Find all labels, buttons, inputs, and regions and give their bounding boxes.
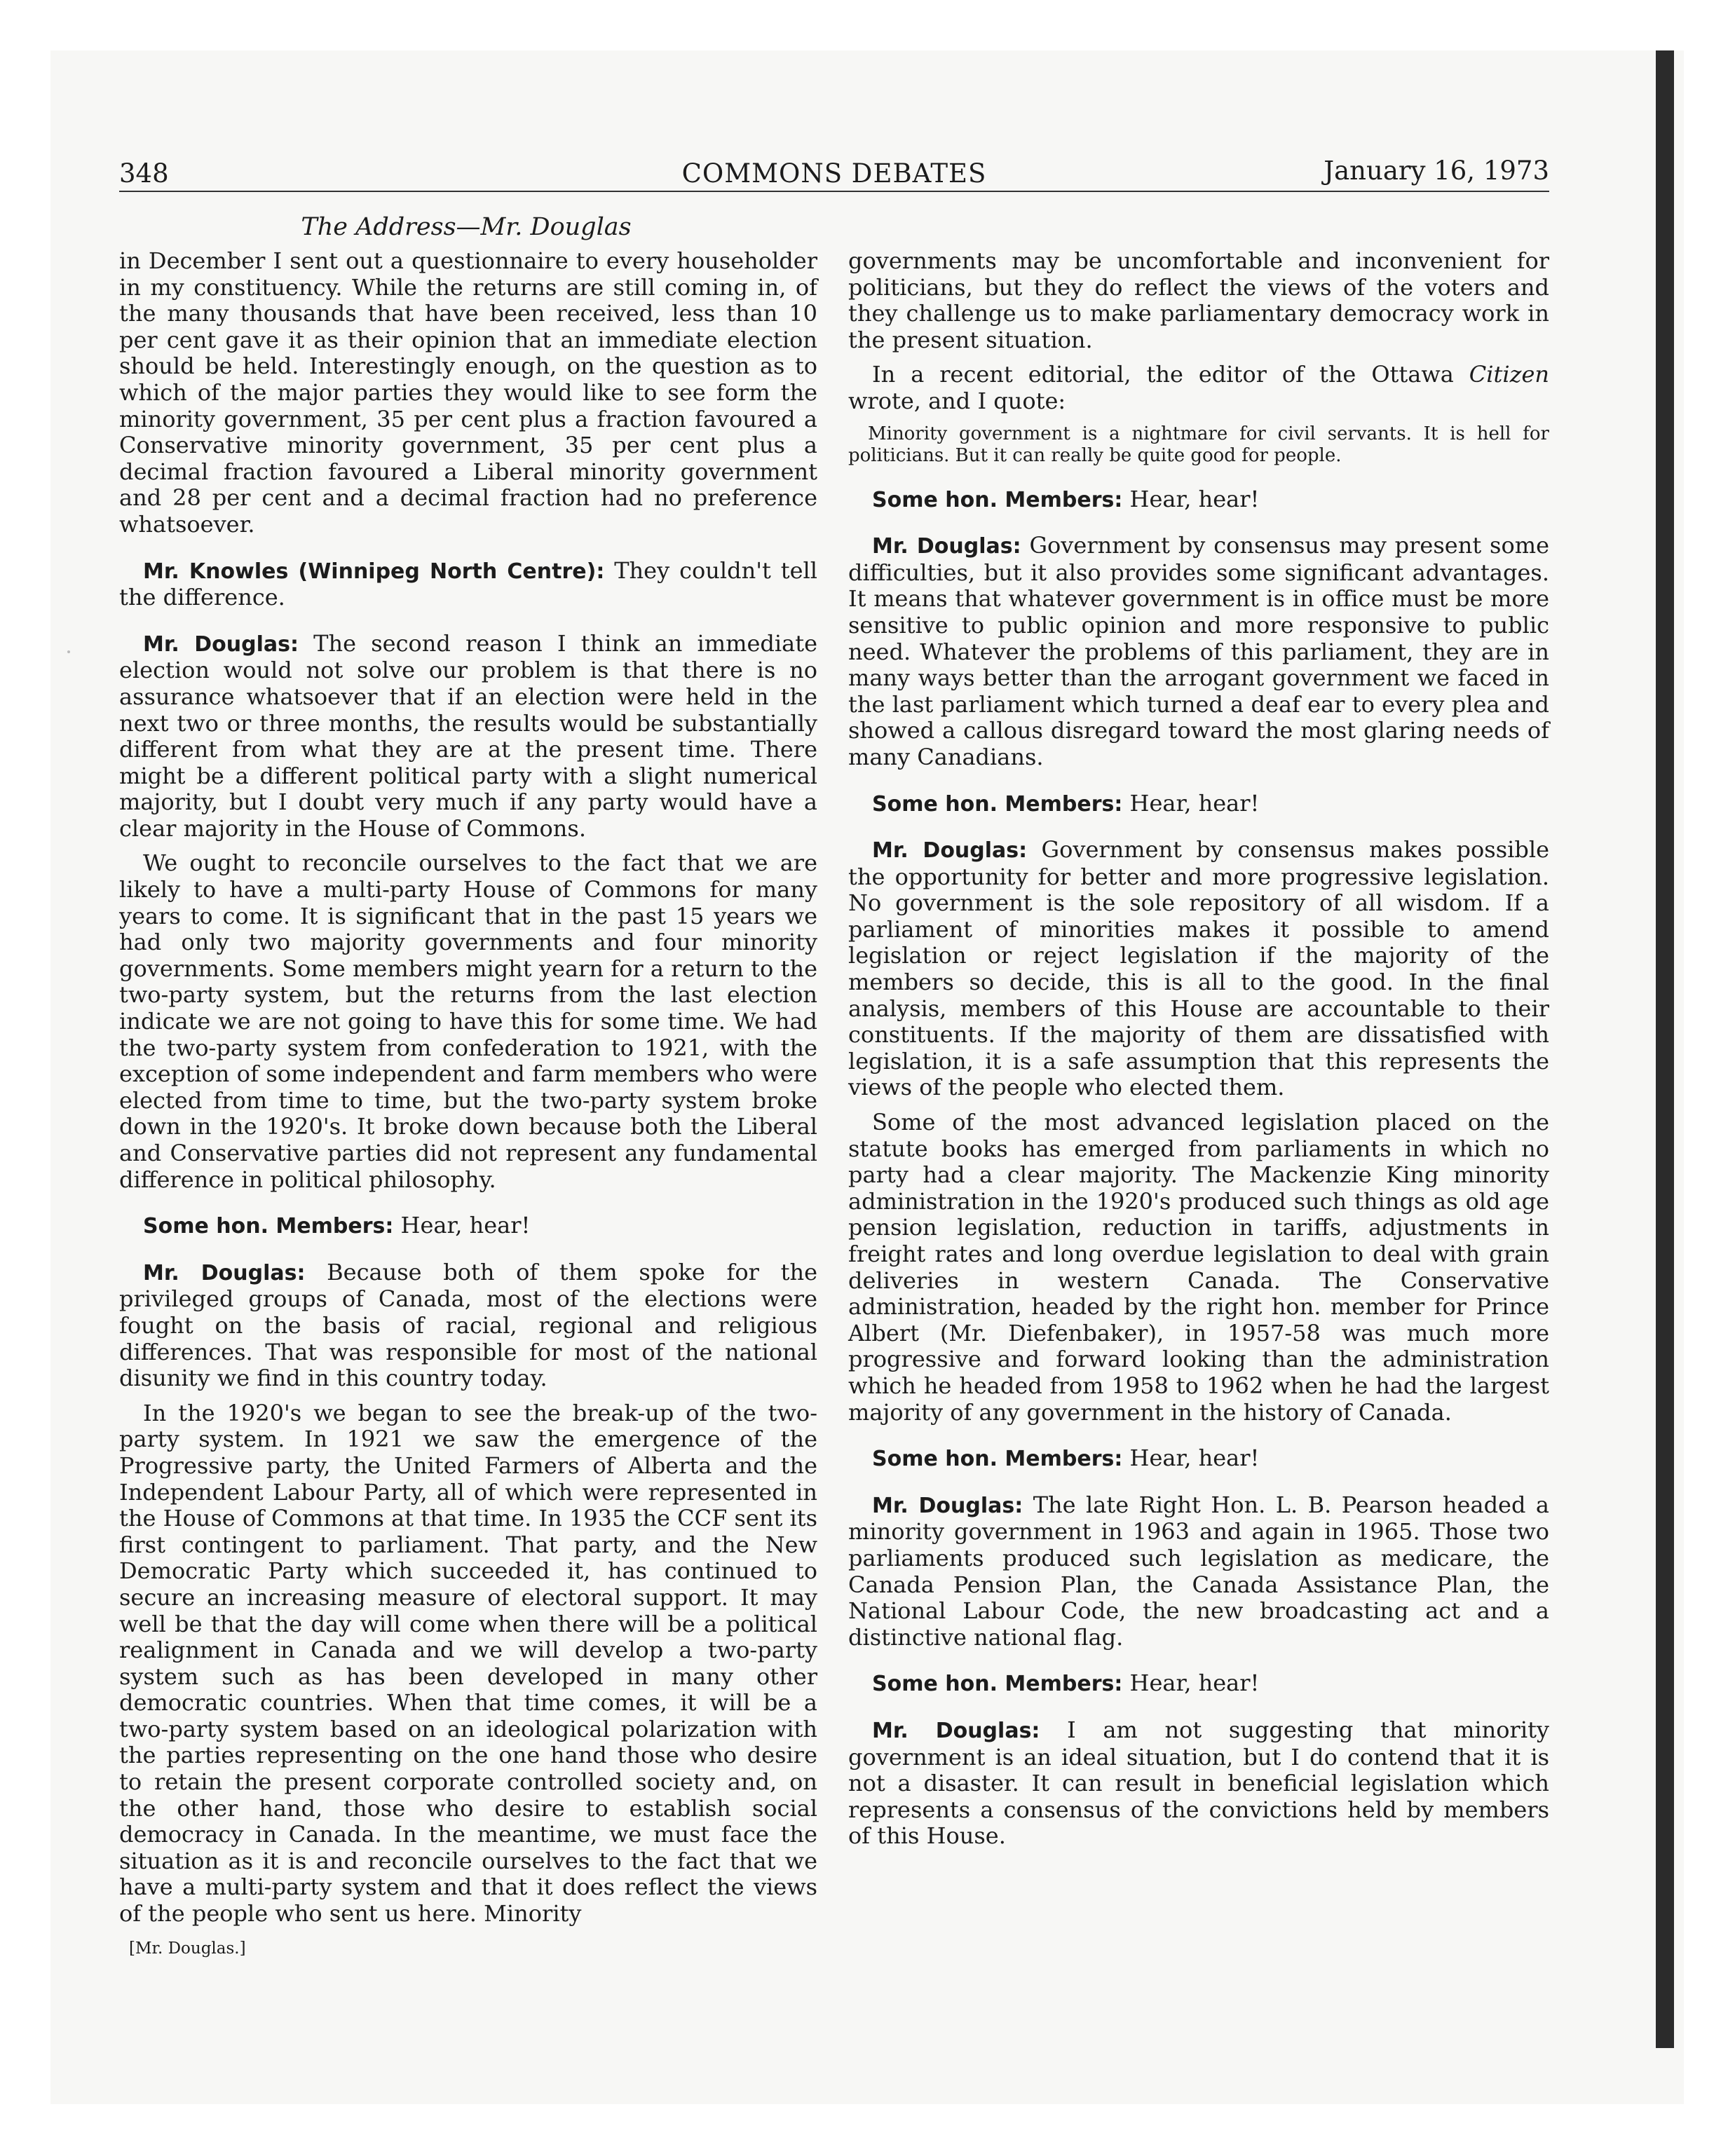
paragraph: Some of the most advanced legislation placed on the statute books has emerged from parliaments in which no party had a clear majority. The Mackenzie King minority administration in the 1920's produced such things as old age pension legislation, reduction in tariffs, adjustments in freight rates and long overdue legislation to deal with grain deliveries in western Canada. The Conservative administration, headed by the right hon. member for Prince Albert (Mr. Diefenbaker), in 1957-58 was much more progressive and forward looking than the administration which he headed from 1958 to 1962 when he had the largest majority of any government in the history of Canada. xyxy=(848,1109,1549,1426)
running-header xyxy=(119,156,1549,192)
speech-text: Government by consensus may present some difficulties, but it also provides some significant advantages. It means that whatever government is in office must be more sensitive to public opinion and more responsive to public need. Whatever the problems of this parliament, they are in many ways better than the arrogant government we faced in the last parliament which turned a deaf ear to every plea and showed a callous disregard toward the most glaring needs of many Canadians. xyxy=(848,532,1550,770)
speaker-name: Some hon. Members: xyxy=(872,1672,1123,1697)
page-number: 348 xyxy=(119,158,169,189)
speaker-name: Mr. Douglas: xyxy=(872,1718,1040,1743)
speaker-name: Some hon. Members: xyxy=(872,487,1123,512)
speaker-name: Mr. Douglas: xyxy=(143,1260,306,1285)
text-run: wrote, and I quote: xyxy=(848,387,1066,414)
newspaper-name: Citizen xyxy=(1469,361,1549,388)
speaker-name: Some hon. Members: xyxy=(872,1447,1123,1472)
speaker-footnote: [Mr. Douglas.] xyxy=(129,1939,246,1958)
speech-paragraph xyxy=(848,837,1549,1101)
speech-text: Hear, hear! xyxy=(1122,789,1260,817)
speech-paragraph xyxy=(848,1717,1549,1850)
paragraph: in December I sent out a questionnaire to every householder in my constituency. While the returns are still coming in, of the many thousands that have been received, less than 10 per cent gave it as their opinion that an immediate election should be held. Interestingly enough, on the question as to which of the major parties they would like to see form the minority government, 35 per cent plus a fraction favoured a Conservative minority government, 35 per cent plus a decimal fraction favoured a Liberal minority government and 28 per cent and a decimal fraction had no preference whatsoever. xyxy=(119,247,817,538)
header-date: January 16, 1973 xyxy=(1324,156,1549,186)
speech-paragraph xyxy=(848,1445,1549,1473)
speech-text: Government by consensus makes possible the opportunity for better and more progressive legislation. No government is the sole repository of all wisdom. If a parliament of minorities makes it possible to amend legislation or reject legislation if the majority of the members so decide, this is all to the good. In the final analysis, members of this House are accountable to their constituents. If the majority of them are dissatisfied with legislation, it is a safe assumption that this represents the views of the people who elected them. xyxy=(848,836,1550,1101)
speaker-name: Mr. Douglas: xyxy=(872,838,1028,864)
speech-text: Hear, hear! xyxy=(393,1212,531,1239)
speech-text: They couldn't tell the difference. xyxy=(119,557,818,611)
speech-paragraph xyxy=(119,631,817,842)
speech-paragraph xyxy=(848,1670,1549,1698)
section-subhead: The Address—Mr. Douglas xyxy=(301,213,632,241)
scan-speck xyxy=(67,650,70,653)
text-run: In a recent editorial, the editor of the Ottawa xyxy=(872,361,1469,388)
paragraph xyxy=(848,362,1549,414)
block-quote: Minority government is a nightmare for civil servants. It is hell for politicians. But it can really be quite good for people. xyxy=(848,423,1549,466)
paragraph: We ought to reconcile ourselves to the fact that we are likely to have a multi-party House of Commons for many years to come. It is significant that in the past 15 years we had only two majority governments and four minority governments. Some members might yearn for a return to the two-party system, but the returns from the last election indicate we are not going to have this for some time. We had the two-party system from confederation to 1921, with the exception of some independent and farm members who were elected from time to time, but the two-party system broke down in the 1920's. It broke down because both the Liberal and Conservative parties did not represent any fundamental difference in political philosophy. xyxy=(119,850,817,1193)
speech-paragraph xyxy=(848,791,1549,818)
speech-text: I am not suggesting that minority government is an ideal situation, but I do contend that it is not a disaster. It can result in beneficial legislation which represents a consensus of the convictions held by members of this House. xyxy=(848,1716,1550,1850)
speech-text: Because both of them spoke for the privileged groups of Canada, most of the elections were fought on the basis of racial, regional and religious differences. That was responsible for most of the national disunity we find in this country today. xyxy=(119,1258,818,1392)
speaker-name: Some hon. Members: xyxy=(872,791,1123,817)
paragraph: governments may be uncomfortable and inconvenient for politicians, but they do reflect the views of the voters and they challenge us to make parliamentary democracy work in the present situation. xyxy=(848,247,1549,353)
paragraph: In the 1920's we began to see the break-up of the two-party system. In 1921 we saw the emergence of the Progressive party, the United Farmers of Alberta and the Independent Labour Party, all of which were represented in the House of Commons at that time. In 1935 the CCF sent its first contingent to parliament. That party, and the New Democratic Party which succeeded it, has continued to secure an increasing measure of electoral support. It may well be that the day will come when there will be a political realignment in Canada and we will develop a two-party system such as has been developed in many other democratic countries. When that time comes, it will be a two-party system based on an ideological polarization with the parties representing on the one hand those who desire to retain the present corporate controlled society and, on the other hand, those who desire to establish social democracy in Canada. In the meantime, we must face the situation as it is and reconcile ourselves to the fact that we have a multi-party system and that it does reflect the views of the people who sent us here. Minority xyxy=(119,1399,817,1928)
speaker-name: Mr. Knowles (Winnipeg North Centre): xyxy=(143,559,605,584)
speaker-name: Mr. Douglas: xyxy=(872,534,1021,559)
speech-paragraph xyxy=(848,533,1549,770)
speech-paragraph xyxy=(119,1213,817,1240)
speaker-name: Mr. Douglas: xyxy=(872,1493,1023,1518)
speaker-name: Some hon. Members: xyxy=(143,1214,394,1239)
speaker-name: Mr. Douglas: xyxy=(143,632,299,657)
speech-text: Hear, hear! xyxy=(1122,1445,1260,1472)
left-column xyxy=(119,248,817,1970)
right-column xyxy=(848,248,1549,1858)
speech-text: Hear, hear! xyxy=(1122,1670,1260,1697)
publication-title: COMMONS DEBATES xyxy=(681,158,987,189)
speech-paragraph xyxy=(119,558,817,611)
speech-text: The late Right Hon. L. B. Pearson headed a minority government in 1963 and again in 1965. Those two parliaments produced such legislation as medicare, the Canada Pension Plan, the Canada Assistance Plan, the National Labour Code, the new broadcasting act and a distinctive national flag. xyxy=(848,1491,1550,1651)
speech-paragraph xyxy=(848,486,1549,514)
speech-paragraph xyxy=(119,1260,817,1392)
speech-paragraph xyxy=(848,1492,1549,1651)
speech-text: Hear, hear! xyxy=(1122,485,1260,512)
scan-edge-bar xyxy=(1656,50,1674,2048)
speech-text: The second reason I think an immediate election would not solve our problem is that there is no assurance whatsoever that if an election were held in the next two or three months, the results would be substantially different from what they are at the present time. There might be a different political party with a slight numerical majority, but I doubt very much if any party would have a clear majority in the House of Commons. xyxy=(119,629,818,842)
